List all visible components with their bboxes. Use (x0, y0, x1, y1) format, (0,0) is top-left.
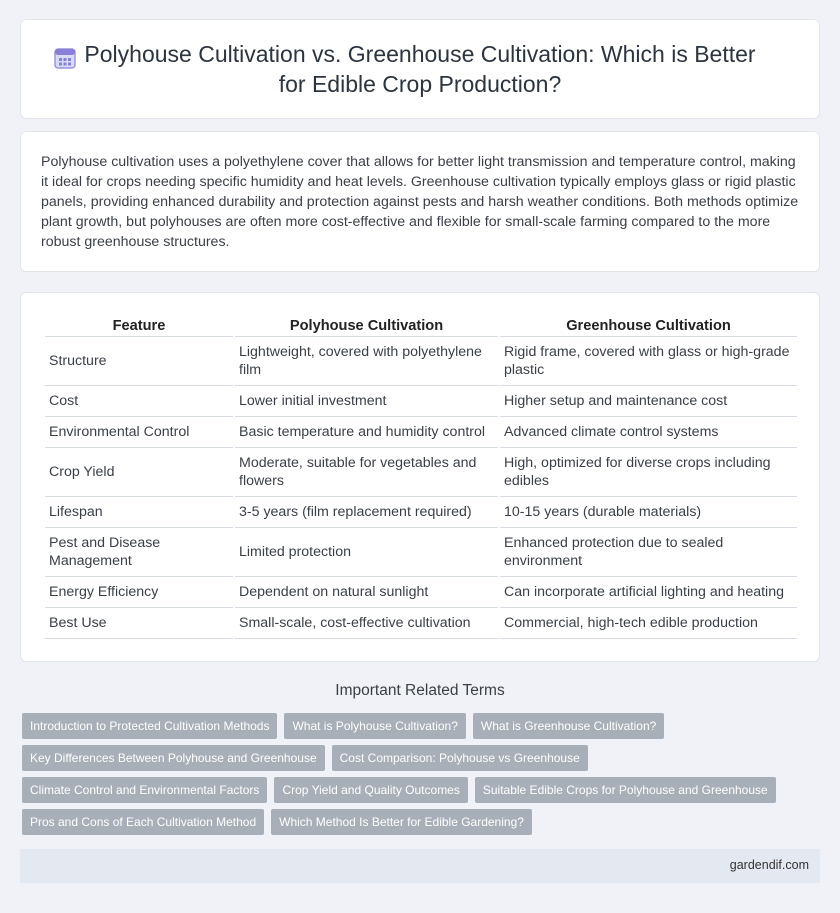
table-cell: Crop Yield (45, 448, 233, 497)
header-greenhouse: Greenhouse Cultivation (500, 313, 797, 337)
related-term-tag[interactable]: Pros and Cons of Each Cultivation Method (22, 809, 264, 835)
related-term-tag[interactable]: What is Polyhouse Cultivation? (284, 713, 465, 739)
related-term-tag[interactable]: Cost Comparison: Polyhouse vs Greenhouse (332, 745, 588, 771)
related-terms-tags (22, 713, 822, 841)
table-cell: Environmental Control (45, 417, 233, 448)
intro-card (20, 131, 820, 272)
table-row (45, 497, 797, 528)
table-row (45, 386, 797, 417)
table-cell: Higher setup and maintenance cost (500, 386, 797, 417)
page-title: Polyhouse Cultivation vs. Greenhouse Cultivation: Which is Better for Edible Crop Production? (84, 41, 756, 97)
table-cell: Pest and Disease Management (45, 528, 233, 577)
table-row (45, 337, 797, 386)
table-cell: Rigid frame, covered with glass or high-grade plastic (500, 337, 797, 386)
comparison-card (20, 292, 820, 662)
table-cell: Best Use (45, 608, 233, 639)
table-header-row (45, 313, 797, 337)
table-row (45, 448, 797, 497)
tag-row (22, 809, 822, 835)
related-terms-title: Important Related Terms (335, 682, 505, 699)
table-cell: Lightweight, covered with polyethylene film (235, 337, 498, 386)
table-row (45, 608, 797, 639)
table-cell: High, optimized for diverse crops including edibles (500, 448, 797, 497)
related-term-tag[interactable]: Key Differences Between Polyhouse and Greenhouse (22, 745, 325, 771)
header-card (20, 19, 820, 119)
table-cell: Lower initial investment (235, 386, 498, 417)
related-term-tag[interactable]: Which Method Is Better for Edible Gardening? (271, 809, 532, 835)
table-cell: Advanced climate control systems (500, 417, 797, 448)
table-cell: Limited protection (235, 528, 498, 577)
footer-site-link[interactable]: gardendif.com (729, 858, 809, 872)
table-row (45, 577, 797, 608)
table-cell: Cost (45, 386, 233, 417)
related-term-tag[interactable]: Crop Yield and Quality Outcomes (274, 777, 467, 803)
tag-row (22, 713, 822, 739)
table-cell: Energy Efficiency (45, 577, 233, 608)
table-cell: 3-5 years (film replacement required) (235, 497, 498, 528)
related-term-tag[interactable]: What is Greenhouse Cultivation? (473, 713, 664, 739)
table-row (45, 528, 797, 577)
related-term-tag[interactable]: Climate Control and Environmental Factors (22, 777, 267, 803)
comparison-table (43, 313, 799, 639)
related-term-tag[interactable]: Suitable Edible Crops for Polyhouse and Greenhouse (475, 777, 776, 803)
table-row (45, 417, 797, 448)
table-cell: Moderate, suitable for vegetables and flowers (235, 448, 498, 497)
header-feature: Feature (45, 313, 233, 337)
table-cell: Dependent on natural sunlight (235, 577, 498, 608)
intro-text: Polyhouse cultivation uses a polyethylene cover that allows for better light transmission and temperature control, making it ideal for crops needing specific humidity and heat levels. Greenhouse cultivation typically employs glass or rigid plastic panels, providing enhanced durability and protection against pests and harsh weather conditions. Both methods optimize plant growth, but polyhouses are often more cost-effective and flexible for small-scale farming compared to the more robust greenhouse structures. (41, 154, 799, 250)
tag-row (22, 745, 822, 771)
table-cell: Structure (45, 337, 233, 386)
related-term-tag[interactable]: Introduction to Protected Cultivation Methods (22, 713, 277, 739)
table-cell: Basic temperature and humidity control (235, 417, 498, 448)
table-cell: 10-15 years (durable materials) (500, 497, 797, 528)
table-cell: Enhanced protection due to sealed environment (500, 528, 797, 577)
table-cell: Can incorporate artificial lighting and heating (500, 577, 797, 608)
header-polyhouse: Polyhouse Cultivation (235, 313, 498, 337)
footer (20, 849, 820, 883)
table-cell: Lifespan (45, 497, 233, 528)
table-cell: Small-scale, cost-effective cultivation (235, 608, 498, 639)
tag-row (22, 777, 822, 803)
table-cell: Commercial, high-tech edible production (500, 608, 797, 639)
